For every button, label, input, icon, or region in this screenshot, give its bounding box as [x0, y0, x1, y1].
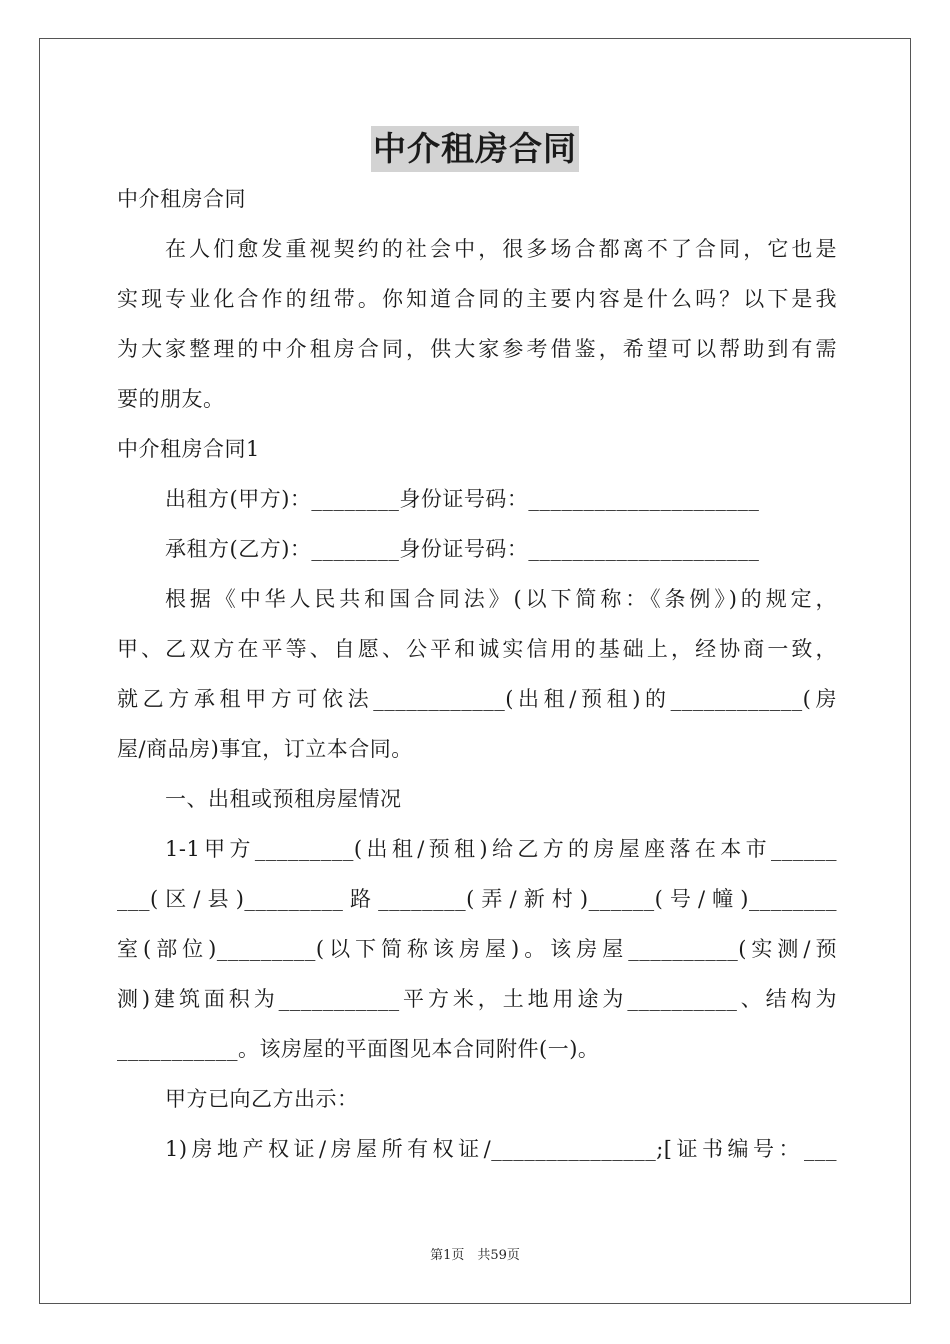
basis-line-3: 就乙方承租甲方可依法____________(出租/预租)的____________(房 [117, 687, 837, 711]
page-border [39, 38, 911, 1304]
article-1-heading: 一、出租或预租房屋情况 [165, 787, 402, 811]
clause-1-1-line-1: 1-1甲方_________(出租/预租)给乙方的房屋座落在本市______ [165, 837, 837, 861]
basis-line-2: 甲、乙双方在平等、自愿、公平和诚实信用的基础上，经协商一致， [117, 637, 837, 661]
basis-line-1: 根据《中华人民共和国合同法》(以下简称：《条例》)的规定， [165, 587, 837, 611]
clause-1-1-line-3: 室(部位)_________(以下简称该房屋)。该房屋__________(实测/预 [117, 937, 837, 961]
intro-line-3: 为大家整理的中介租房合同，供大家参考借鉴，希望可以帮助到有需 [117, 337, 837, 361]
clause-1-1-line-2: ___(区/县)_________路________(弄/新村)______(号/幢)________ [117, 887, 837, 911]
property-certificate-line: 1)房地产权证/房屋所有权证/_______________;[证书编号：___ [165, 1137, 837, 1161]
clause-1-1-line-4: 测)建筑面积为___________平方米，土地用途为__________、结构为 [117, 987, 837, 1011]
clause-1-1-line-5: ___________。该房屋的平面图见本合同附件(一)。 [117, 1037, 600, 1061]
lessee-line: 承租方(乙方)：________身份证号码：_____________________ [165, 537, 760, 561]
shown-documents-heading: 甲方已向乙方出示： [165, 1087, 359, 1111]
title-container [0, 126, 950, 172]
basis-line-4: 屋/商品房)事宜，订立本合同。 [117, 737, 413, 761]
lessor-line: 出租方(甲方)：________身份证号码：_____________________ [165, 487, 760, 511]
intro-line-1: 在人们愈发重视契约的社会中，很多场合都离不了合同，它也是 [165, 237, 837, 261]
intro-line-2: 实现专业化合作的纽带。你知道合同的主要内容是什么吗？以下是我 [117, 287, 837, 311]
page-number-footer: 第1页 共59页 [430, 1248, 520, 1263]
section-heading-contract-1: 中介租房合同1 [117, 437, 260, 461]
subtitle-line: 中介租房合同 [117, 187, 246, 211]
document-title: 中介租房合同 [371, 126, 579, 172]
intro-line-4: 要的朋友。 [117, 387, 225, 411]
